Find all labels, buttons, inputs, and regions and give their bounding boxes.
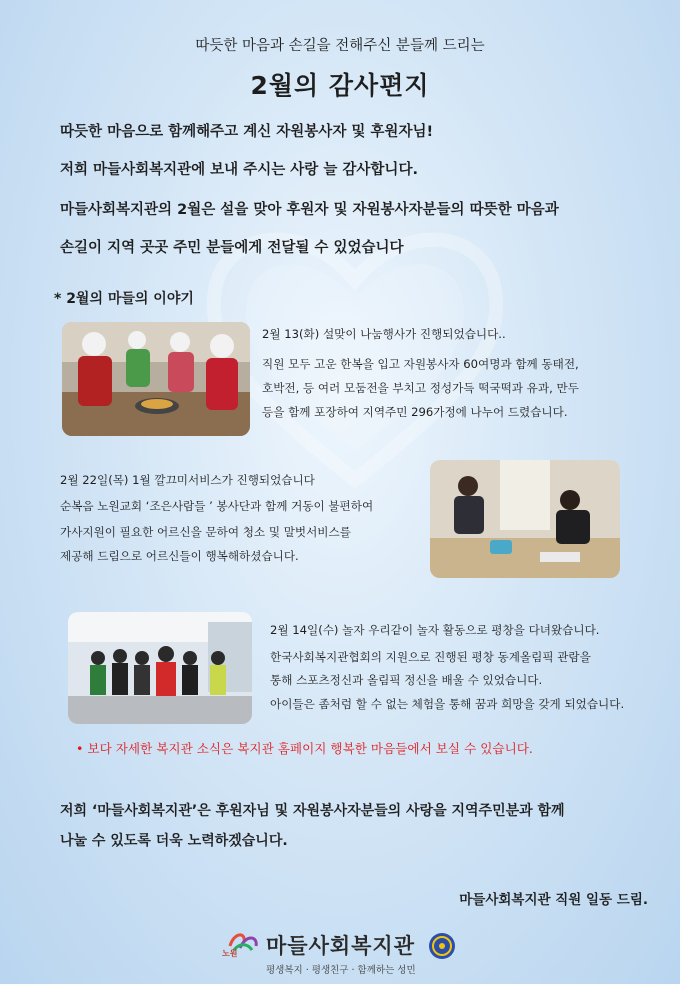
story-line: 호박전, 등 여러 모둠전을 부치고 정성가득 떡국떡과 유과, 만두 [262, 381, 579, 395]
story-line: 2월 14일(수) 놀자 우리같이 놀자 활동으로 평창을 다녀왔습니다. [270, 623, 600, 637]
logo-district: 노원 [222, 949, 238, 958]
photo-cooking-event [62, 322, 250, 436]
photo-cleaning-service [430, 460, 620, 578]
organization-logo [222, 930, 462, 982]
story-line: 통해 스포츠정신과 올림픽 정신을 배울 수 있었습니다. [270, 673, 543, 687]
letter-title: 2월의 감사편지 [250, 71, 430, 100]
signature: 마들사회복지관 직원 일동 드림. [459, 892, 648, 908]
story-line: 순복음 노원교회 ‘조은사람들 ’ 봉사단과 함께 거동이 불편하여 [60, 499, 374, 513]
story-line: 2월 13(화) 설맞이 나눔행사가 진행되었습니다.. [262, 327, 506, 341]
emblem-icon [428, 932, 456, 960]
story-line: 제공해 드림으로 어르신들이 행복해하셨습니다. [60, 549, 299, 563]
story-line: 2월 22일(목) 1월 깔끄미서비스가 진행되었습니다 [60, 473, 315, 487]
story-line: 직원 모두 고운 한복을 입고 자원봉사자 60여명과 함께 동태전, [262, 357, 579, 371]
logo-name: 마들사회복지관 [266, 934, 416, 958]
logo-slogan: 평생복지 · 평생친구 · 함께하는 성민 [266, 965, 416, 976]
intro-line: 손길이 지역 곳곳 주민 분들에게 전달될 수 있었습니다 [60, 240, 404, 256]
closing-line: 나눌 수 있도록 더욱 노력하겠습니다. [60, 833, 288, 849]
intro-line: 따듯한 마음으로 함께해주고 계신 자원봉사자 및 후원자님! [60, 124, 434, 140]
story-line: 아이들은 좀처럼 할 수 없는 체험을 통해 꿈과 희망을 갖게 되었습니다. [270, 697, 625, 711]
homepage-notice: • 보다 자세한 복지관 소식은 복지관 홈페이지 행복한 마음들에서 보실 수 있습니다. [76, 741, 533, 756]
intro-line: 저희 마들사회복지관에 보내 주시는 사랑 늘 감사합니다. [60, 162, 418, 178]
story-line: 가사지원이 필요한 어르신을 문하여 청소 및 말벗서비스를 [60, 525, 351, 539]
section-title: * 2월의 마들의 이야기 [54, 291, 194, 307]
intro-line: 마들사회복지관의 2월은 설을 맞아 후원자 및 자원봉사자분들의 따뜻한 마음과 [60, 202, 559, 218]
letter-subtitle: 따듯한 마음과 손길을 전해주신 분들께 드리는 [195, 38, 485, 54]
story-line: 등을 함께 포장하여 지역주민 296가정에 나누어 드렸습니다. [262, 405, 568, 419]
closing-line: 저희 ‘마들사회복지관’은 후원자님 및 자원봉사자분들의 사랑을 지역주민분과 함께 [60, 803, 565, 819]
photo-pyeongchang-trip [68, 612, 252, 724]
story-line: 한국사회복지관협회의 지원으로 진행된 평창 동계올림픽 관람을 [270, 650, 591, 664]
